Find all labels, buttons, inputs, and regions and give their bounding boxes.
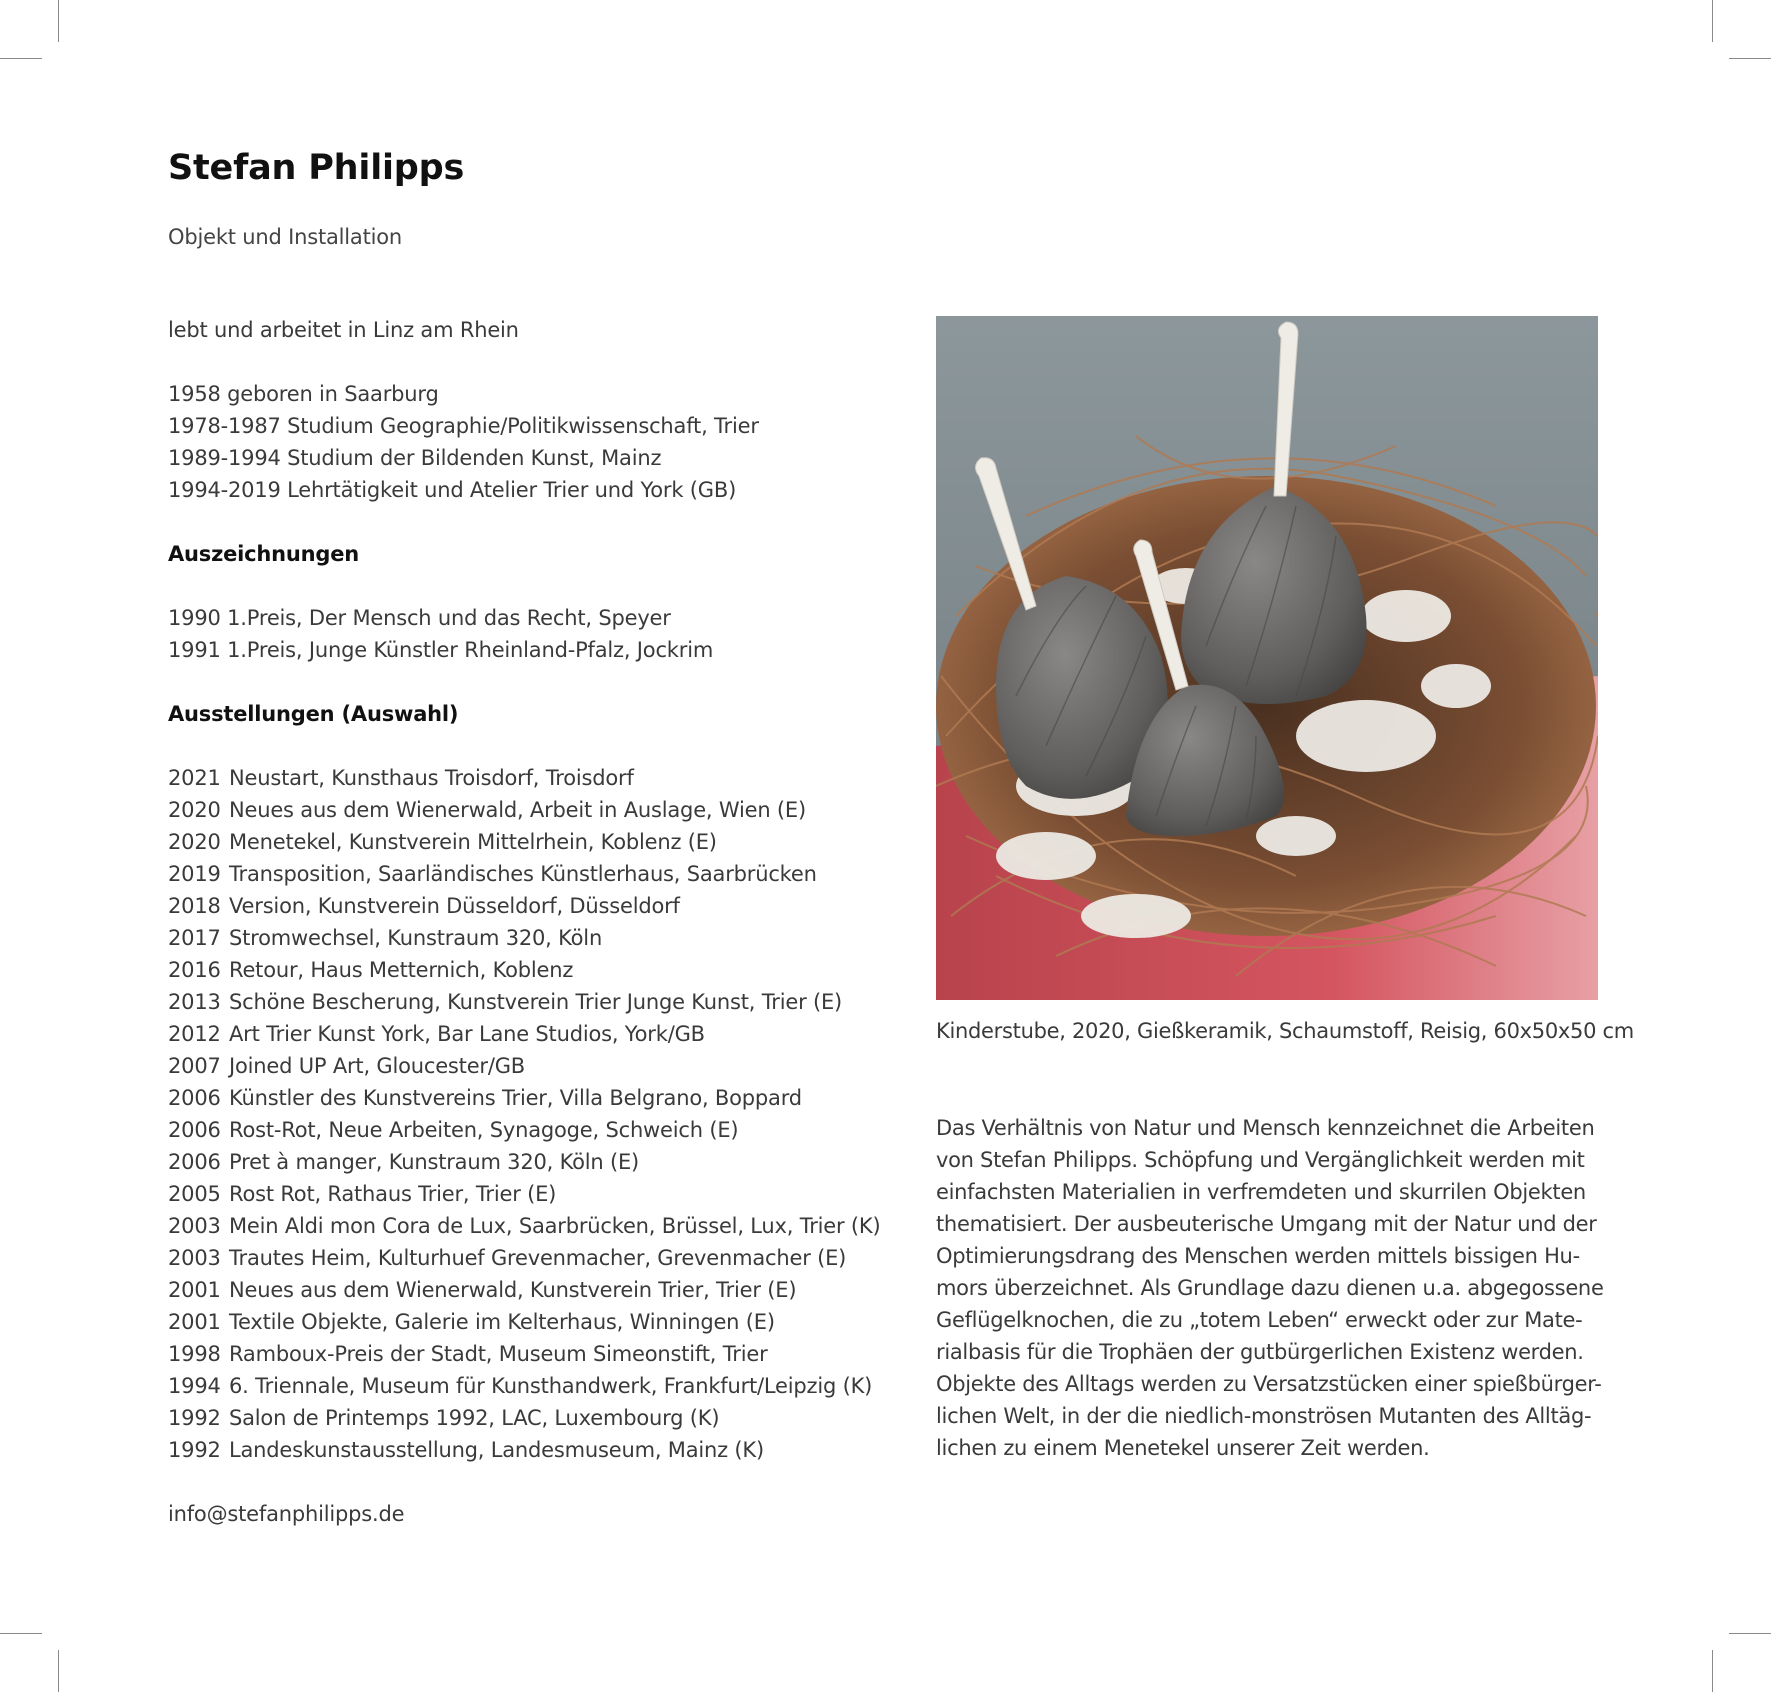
- exhibition-text: Joined UP Art, Gloucester/GB: [229, 1054, 526, 1078]
- biography-column: [168, 314, 881, 1530]
- exhibition-text: Neues aus dem Wienerwald, Arbeit in Auslage, Wien (E): [229, 798, 806, 822]
- exhibition-year: 2018: [168, 894, 221, 918]
- crop-mark-bottom-right-h: [1729, 1633, 1771, 1634]
- exhibition-item: [168, 1082, 868, 1114]
- exhibition-text: Pret à manger, Kunstraum 320, Köln (E): [229, 1150, 640, 1174]
- exhibition-text: Mein Aldi mon Cora de Lux, Saarbrücken, Brüssel, Lux, Trier (K): [229, 1214, 881, 1238]
- exhibition-text: Schöne Bescherung, Kunstverein Trier Junge Kunst, Trier (E): [229, 990, 843, 1014]
- cv-line: 1958 geboren in Saarburg: [168, 382, 439, 406]
- artwork-photo-svg: [936, 316, 1598, 1000]
- exhibition-text: Version, Kunstverein Düsseldorf, Düsseldorf: [229, 894, 680, 918]
- description-line: lichen zu einem Menetekel unserer Zeit werden.: [936, 1436, 1430, 1460]
- award-item: 1991 1.Preis, Junge Künstler Rheinland-Pfalz, Jockrim: [168, 638, 714, 662]
- exhibition-year: 2012: [168, 1022, 221, 1046]
- exhibition-item: [168, 986, 868, 1018]
- exhibition-text: Art Trier Kunst York, Bar Lane Studios, York/GB: [229, 1022, 705, 1046]
- exhibition-item: [168, 1306, 868, 1338]
- description-line: Geflügelknochen, die zu „totem Leben“ erweckt oder zur Mate-: [936, 1308, 1583, 1332]
- description-line: mors überzeichnet. Als Grundlage dazu dienen u.a. abgegossene: [936, 1276, 1604, 1300]
- exhibition-year: 2003: [168, 1246, 221, 1270]
- exhibition-year: 1992: [168, 1406, 221, 1430]
- exhibition-item: [168, 1178, 868, 1210]
- exhibition-text: Trautes Heim, Kulturhuef Grevenmacher, Grevenmacher (E): [229, 1246, 847, 1270]
- exhibition-year: 1994: [168, 1374, 221, 1398]
- contact-email: info@stefanphilipps.de: [168, 1502, 405, 1526]
- residence-line: lebt und arbeitet in Linz am Rhein: [168, 318, 519, 342]
- crop-mark-top-left-h: [0, 58, 42, 59]
- exhibition-item: [168, 890, 868, 922]
- exhibition-item: [168, 1018, 868, 1050]
- description-line: von Stefan Philipps. Schöpfung und Vergänglichkeit werden mit: [936, 1148, 1585, 1172]
- description-line: lichen Welt, in der die niedlich-monströsen Mutanten des Alltäg-: [936, 1404, 1592, 1428]
- cv-line: 1989-1994 Studium der Bildenden Kunst, Mainz: [168, 446, 662, 470]
- crop-mark-bottom-right-v: [1712, 1650, 1713, 1692]
- exhibition-year: 2007: [168, 1054, 221, 1078]
- cv-line: 1994-2019 Lehrtätigkeit und Atelier Trier und York (GB): [168, 478, 737, 502]
- exhibition-year: 1998: [168, 1342, 221, 1366]
- exhibition-item: [168, 858, 868, 890]
- exhibition-year: 2001: [168, 1278, 221, 1302]
- artist-name: Stefan Philipps: [168, 148, 465, 188]
- exhibition-year: 2019: [168, 862, 221, 886]
- exhibition-year: 2017: [168, 926, 221, 950]
- exhibition-text: Landeskunstausstellung, Landesmuseum, Mainz (K): [229, 1438, 764, 1462]
- description-line: thematisiert. Der ausbeuterische Umgang mit der Natur und der: [936, 1212, 1597, 1236]
- description-line: einfachsten Materialien in verfremdeten und skurrilen Objekten: [936, 1180, 1586, 1204]
- exhibition-item: [168, 1402, 868, 1434]
- exhibition-item: [168, 1370, 873, 1402]
- artwork-description: [936, 1112, 1604, 1464]
- exhibition-year: 2016: [168, 958, 221, 982]
- crop-mark-top-right-h: [1729, 58, 1771, 59]
- exhibition-text: 6. Triennale, Museum für Kunsthandwerk, Frankfurt/Leipzig (K): [229, 1374, 873, 1398]
- exhibition-item: [168, 794, 868, 826]
- artist-discipline: Objekt und Installation: [168, 225, 403, 249]
- spacer: [168, 1466, 868, 1498]
- exhibition-year: 2001: [168, 1310, 221, 1334]
- exhibitions-heading: Ausstellungen (Auswahl): [168, 702, 459, 726]
- exhibition-text: Neues aus dem Wienerwald, Kunstverein Trier, Trier (E): [229, 1278, 797, 1302]
- exhibition-text: Retour, Haus Metternich, Koblenz: [229, 958, 574, 982]
- exhibition-text: Ramboux-Preis der Stadt, Museum Simeonstift, Trier: [229, 1342, 768, 1366]
- exhibition-item: [168, 1210, 881, 1242]
- spacer: [168, 570, 868, 602]
- exhibition-item: [168, 1050, 868, 1082]
- exhibition-list: [168, 762, 881, 1466]
- exhibition-year: 2003: [168, 1214, 221, 1238]
- exhibition-year: 2005: [168, 1182, 221, 1206]
- description-line: Das Verhältnis von Natur und Mensch kennzeichnet die Arbeiten: [936, 1116, 1595, 1140]
- exhibition-year: 2006: [168, 1150, 221, 1174]
- exhibition-text: Salon de Printemps 1992, LAC, Luxembourg (K): [229, 1406, 720, 1430]
- exhibition-item: [168, 1114, 868, 1146]
- cv-line: 1978-1987 Studium Geographie/Politikwissenschaft, Trier: [168, 414, 759, 438]
- spacer: [168, 506, 868, 538]
- artwork-photo: [936, 316, 1598, 1000]
- crop-mark-bottom-left-h: [0, 1633, 42, 1634]
- exhibition-year: 2021: [168, 766, 221, 790]
- exhibition-year: 2020: [168, 830, 221, 854]
- description-line: Objekte des Alltags werden zu Versatzstücken einer spießbürger-: [936, 1372, 1602, 1396]
- exhibition-text: Neustart, Kunsthaus Troisdorf, Troisdorf: [229, 766, 634, 790]
- awards-heading: Auszeichnungen: [168, 542, 360, 566]
- exhibition-text: Transposition, Saarländisches Künstlerhaus, Saarbrücken: [229, 862, 817, 886]
- exhibition-year: 2006: [168, 1118, 221, 1142]
- exhibition-item: [168, 1274, 868, 1306]
- exhibition-item: [168, 1146, 868, 1178]
- exhibition-text: Rost-Rot, Neue Arbeiten, Synagoge, Schweich (E): [229, 1118, 739, 1142]
- exhibition-item: [168, 1434, 868, 1466]
- exhibition-item: [168, 1242, 868, 1274]
- exhibition-text: Textile Objekte, Galerie im Kelterhaus, Winningen (E): [229, 1310, 775, 1334]
- exhibition-year: 1992: [168, 1438, 221, 1462]
- spacer: [168, 346, 868, 378]
- exhibition-year: 2013: [168, 990, 221, 1014]
- crop-mark-bottom-left-v: [58, 1650, 59, 1692]
- exhibition-item: [168, 826, 868, 858]
- exhibition-text: Menetekel, Kunstverein Mittelrhein, Koblenz (E): [229, 830, 717, 854]
- exhibition-item: [168, 1338, 868, 1370]
- exhibition-text: Rost Rot, Rathaus Trier, Trier (E): [229, 1182, 557, 1206]
- exhibition-item: [168, 762, 868, 794]
- exhibition-item: [168, 922, 868, 954]
- spacer: [168, 666, 868, 698]
- description-line: rialbasis für die Trophäen der gutbürgerlichen Existenz werden.: [936, 1340, 1584, 1364]
- award-item: 1990 1.Preis, Der Mensch und das Recht, Speyer: [168, 606, 671, 630]
- description-line: Optimierungsdrang des Menschen werden mittels bissigen Hu-: [936, 1244, 1580, 1268]
- exhibition-year: 2020: [168, 798, 221, 822]
- exhibition-text: Künstler des Kunstvereins Trier, Villa Belgrano, Boppard: [229, 1086, 802, 1110]
- crop-mark-top-right-v: [1712, 0, 1713, 42]
- artwork-caption: Kinderstube, 2020, Gießkeramik, Schaumstoff, Reisig, 60x50x50 cm: [936, 1019, 1634, 1043]
- spacer: [168, 730, 868, 762]
- exhibition-text: Stromwechsel, Kunstraum 320, Köln: [229, 926, 603, 950]
- exhibition-year: 2006: [168, 1086, 221, 1110]
- crop-mark-top-left-v: [58, 0, 59, 42]
- exhibition-item: [168, 954, 868, 986]
